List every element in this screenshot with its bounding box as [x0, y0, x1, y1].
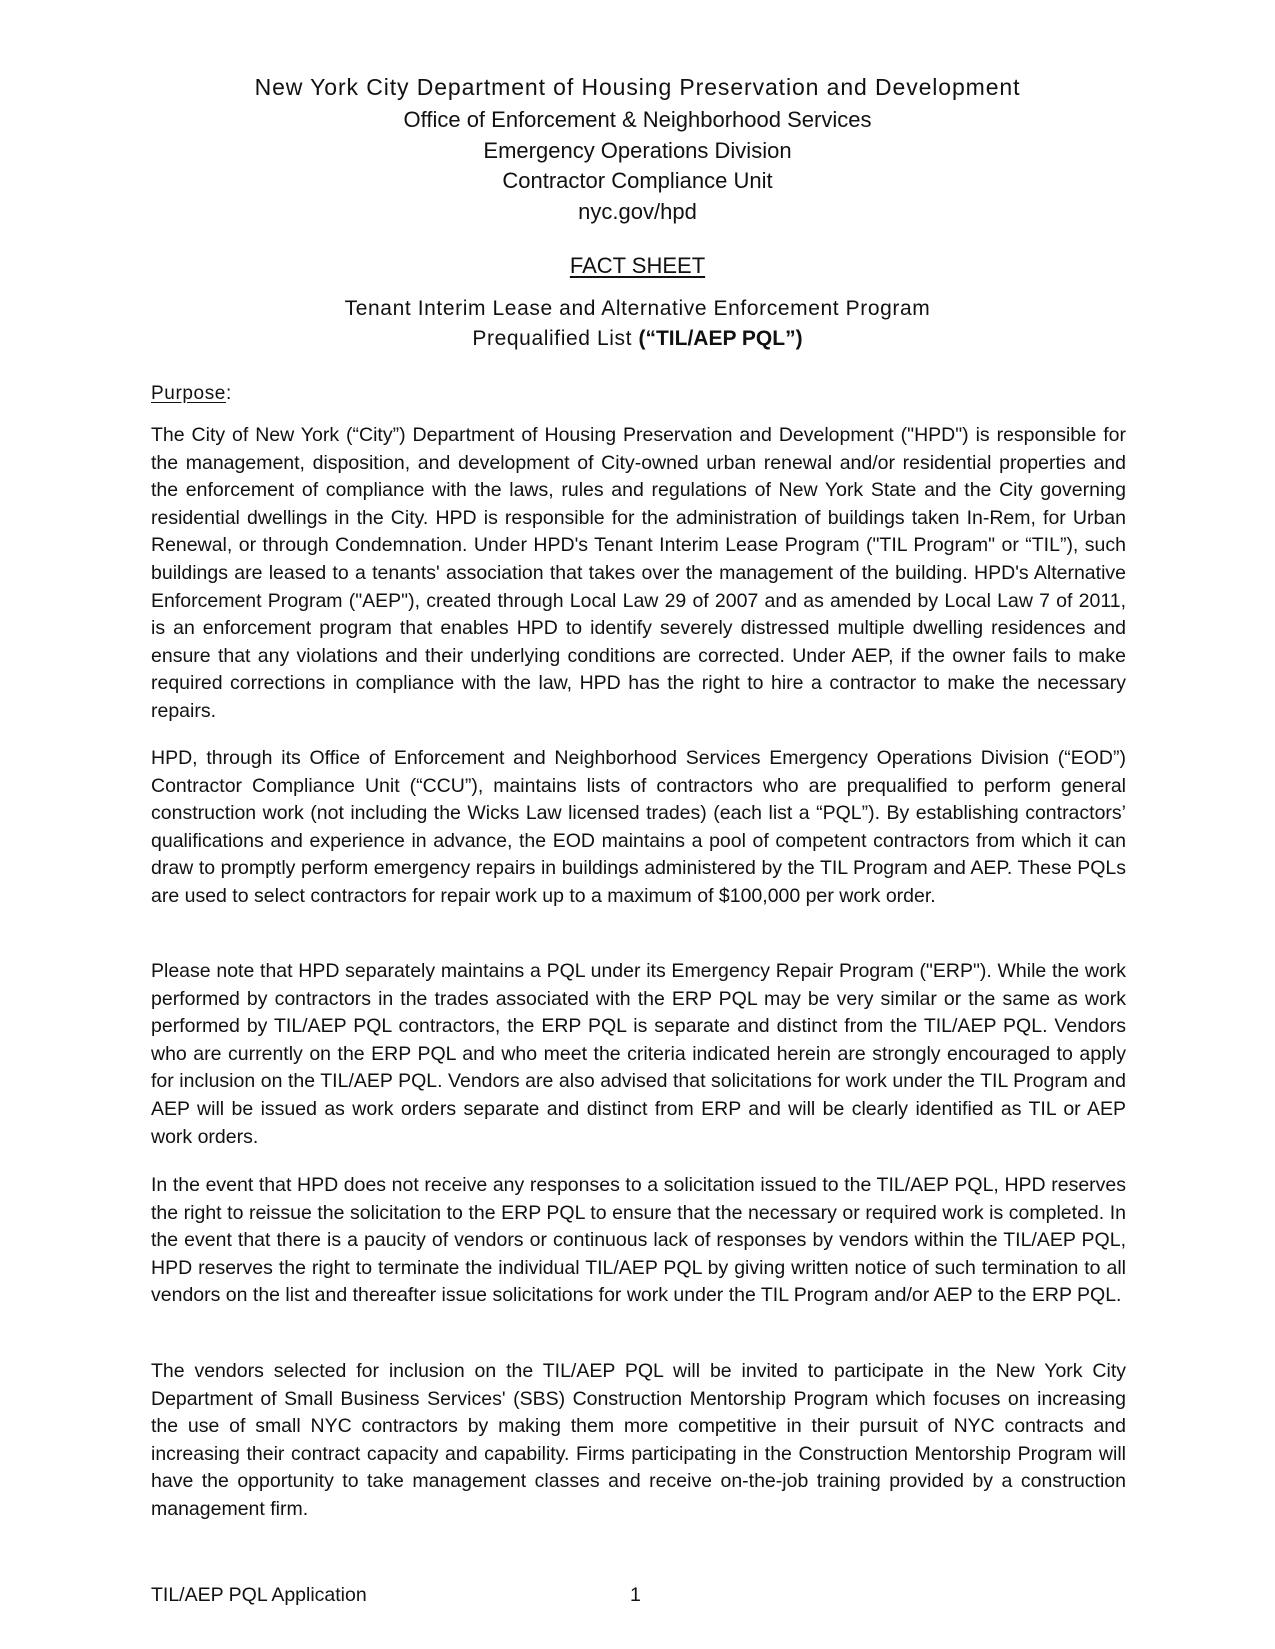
paragraph-erp-note: Please note that HPD separately maintains a PQL under its Emergency Repair Program ("ERP"). While the work performed by contractors in the trades associated with the ERP PQL may be very similar or the same as work performed by TIL/AEP PQL contractors, the ERP PQL is separate and distinct from the TIL/AEP PQL. Vendors who are currently on the ERP PQL and who meet the criteria indicated herein are strongly encouraged to apply for inclusion on the TIL/AEP PQL. Vendors are also advised that solicitations for work under the TIL Program and AEP will be issued as work orders separate and distinct from ERP and will be clearly identified as TIL or AEP work orders. [151, 960, 1126, 1148]
section-heading-purpose [151, 383, 232, 405]
program-acronym: (“TIL/AEP PQL”) [638, 327, 803, 350]
program-title-line-2 [0, 327, 1275, 351]
paragraph-mentorship: The vendors selected for inclusion on the TIL/AEP PQL will be invited to participate in the New York City Department of Small Business Services' (SBS) Construction Mentorship Program which focuses on increasing the use of small NYC contractors by making them more competitive in their pursuit of NYC contracts and increasing their contract capacity and capability. Firms participating in the Construction Mentorship Program will have the opportunity to take management classes and receive on-the-job training provided by a construction management firm. [151, 1360, 1126, 1520]
footer-page-number: 1 [630, 1584, 641, 1606]
footer-document-name: TIL/AEP PQL Application [151, 1584, 367, 1606]
website-link[interactable]: nyc.gov/hpd [578, 199, 697, 224]
program-title-line-1: Tenant Interim Lease and Alternative Enforcement Program [344, 297, 931, 320]
program-title-prefix: Prequalified List [472, 327, 639, 350]
paragraph-no-response: In the event that HPD does not receive any responses to a solicitation issued to the TIL/AEP PQL, HPD reserves the right to reissue the solicitation to the ERP PQL to ensure that the necessary or required work is completed. In the event that there is a paucity of vendors or continuous lack of responses by vendors within the TIL/AEP PQL, HPD reserves the right to terminate the individual TIL/AEP PQL by giving written notice of such termination to all vendors on the list and thereafter issue solicitations for work under the TIL Program and/or AEP to the ERP PQL. [151, 1174, 1126, 1307]
division-name: Emergency Operations Division [483, 138, 792, 163]
document-type-heading: FACT SHEET [569, 253, 706, 278]
office-name: Office of Enforcement & Neighborhood Services [403, 107, 872, 132]
unit-name: Contractor Compliance Unit [502, 168, 773, 193]
paragraph-eod-pql: HPD, through its Office of Enforcement and Neighborhood Services Emergency Operations Division (“EOD”) Contractor Compliance Unit (“CCU”), maintains lists of contractors who are prequalified to perform general construction work (not including the Wicks Law licensed trades) (each list a “PQL”). By establishing contractors’ qualifications and experience in advance, the EOD maintains a pool of competent contractors from which it can draw to promptly perform emergency repairs in buildings administered by the TIL Program and AEP. These PQLs are used to select contractors for repair work up to a maximum of $100,000 per work order. [151, 747, 1126, 907]
section-heading-colon: : [225, 383, 232, 404]
section-heading-label: Purpose [151, 383, 226, 404]
paragraph-purpose-overview: The City of New York (“City”) Department of Housing Preservation and Development ("HPD") is responsible for the management, disposition, and development of City-owned urban renewal and/or residential properties and the enforcement of compliance with the laws, rules and regulations of New York State and the City governing residential dwellings in the City. HPD is responsible for the administration of buildings taken In-Rem, for Urban Renewal, or through Condemnation. Under HPD's Tenant Interim Lease Program ("TIL Program" or “TIL”), such buildings are leased to a tenants' association that takes over the management of the building. HPD's Alternative Enforcement Program ("AEP"), created through Local Law 29 of 2007 and as amended by Local Law 7 of 2011, is an enforcement program that enables HPD to identify severely distressed multiple dwelling residences and ensure that any violations and their underlying conditions are corrected. Under AEP, if the owner fails to make required corrections in compliance with the law, HPD has the right to hire a contractor to make the necessary repairs. [151, 424, 1126, 722]
agency-title: New York City Department of Housing Preservation and Development [254, 74, 1021, 100]
